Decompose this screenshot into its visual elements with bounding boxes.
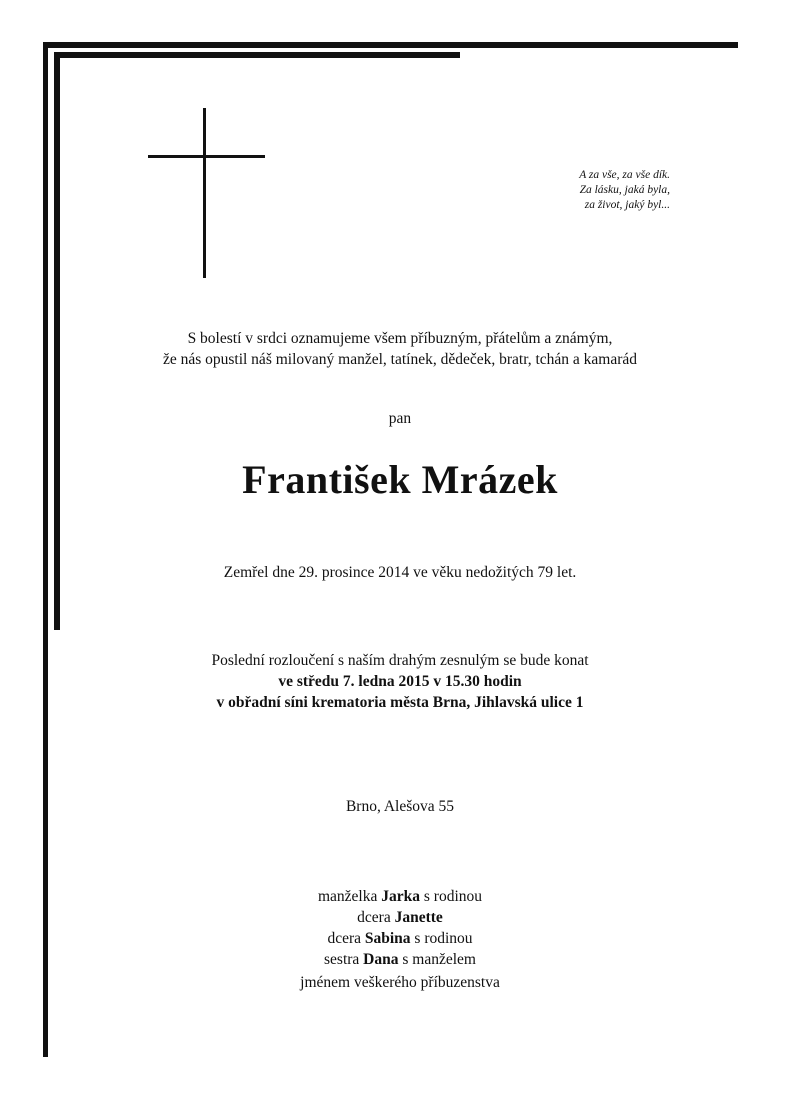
frame-top-outer	[43, 42, 738, 48]
cross-horizontal	[148, 155, 265, 158]
farewell-line: Poslední rozloučení s naším drahým zesnulým se bude konat	[211, 652, 589, 669]
frame-top-inner	[54, 52, 460, 58]
motto-line: za život, jaký byl...	[584, 199, 670, 211]
motto-quote	[460, 168, 670, 213]
honorific: pan	[388, 410, 412, 427]
motto-line: Za lásku, jaká byla,	[579, 184, 670, 196]
family-member: manželka Jarka s rodinou	[317, 888, 482, 905]
family-member: dcera Janette	[357, 909, 443, 926]
farewell-date: ve středu 7. ledna 2015 v 15.30 hodin	[278, 673, 522, 690]
intro-line: že nás opustil náš milovaný manžel, tatínek, dědeček, bratr, tchán a kamarád	[162, 351, 638, 368]
death-note: Zemřel dne 29. prosince 2014 ve věku nedožitých 79 let.	[223, 564, 577, 581]
signoff: jménem veškerého příbuzenstva	[300, 974, 500, 991]
deceased-name: František Mrázek	[242, 457, 558, 502]
family-list	[0, 886, 800, 970]
motto-line: A za vše, za vše dík.	[579, 169, 670, 181]
family-member: dcera Sabina s rodinou	[327, 930, 473, 947]
intro-line: S bolestí v srdci oznamujeme všem příbuzným, přátelům a známým,	[187, 330, 613, 347]
farewell-details	[0, 650, 800, 713]
announcement-intro	[0, 328, 800, 370]
family-address: Brno, Alešova 55	[345, 798, 455, 815]
cross-vertical	[203, 108, 206, 278]
farewell-venue: v obřadní síni krematoria města Brna, Jihlavská ulice 1	[216, 694, 584, 711]
family-member: sestra Dana s manželem	[324, 951, 476, 968]
